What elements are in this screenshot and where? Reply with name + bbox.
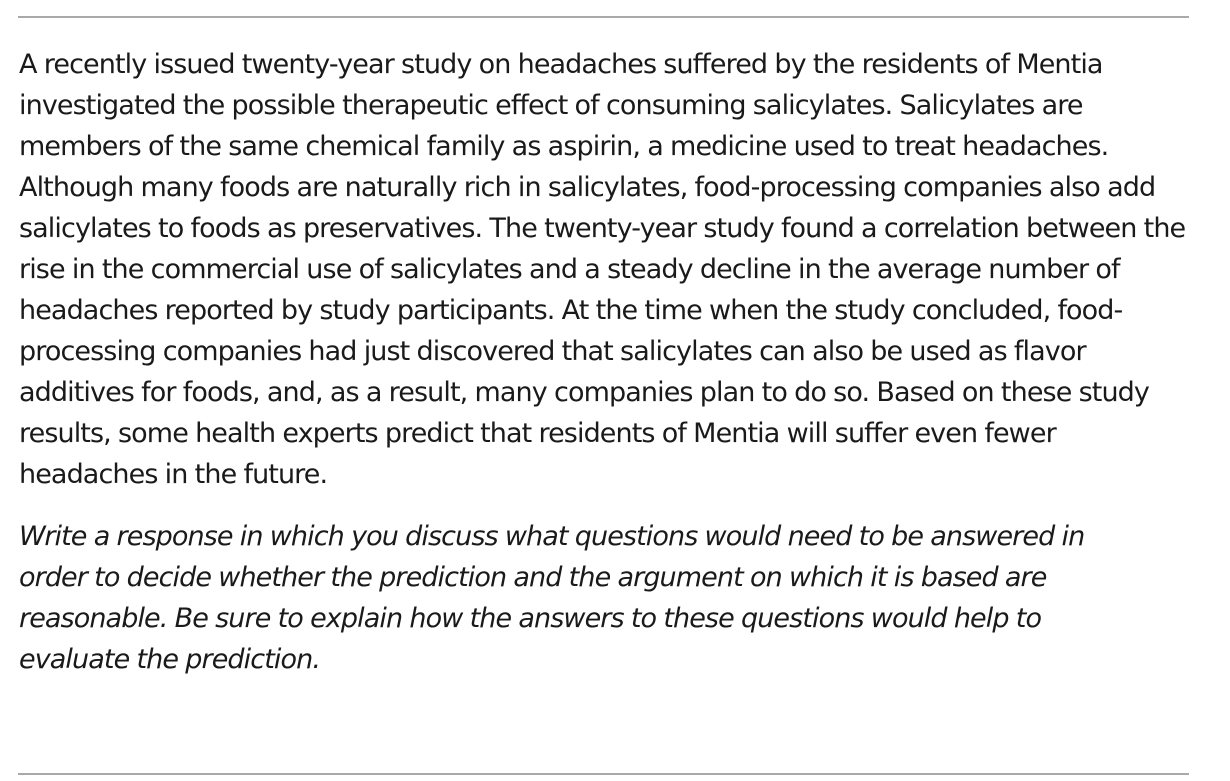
writing-prompt: Write a response in which you discuss what questions would need to be answered in order to decide whether the prediction and the argument on which it is based are reasonable. Be sure to explain how the answers to these questions would help to evaluate the prediction. [19,521,1085,675]
bottom-divider [18,773,1189,775]
top-divider [18,16,1189,18]
essay-task [19,44,1191,680]
argument-passage: A recently issued twenty-year study on headaches suffered by the residents of Mentia investigated the possible therapeutic effect of consuming salicylates. Salicylates are members of the same chemical family as aspirin, a medicine used to treat headaches. Although many foods are naturally rich in salicylates, food-processing companies also add salicylates to foods as preservatives. The twenty-year study found a correlation between the rise in the commercial use of salicylates and a steady decline in the average number of headaches reported by study participants. At the time when the study concluded, food-processing companies had just discovered that salicylates can also be used as flavor additives for foods, and, as a result, many companies plan to do so. Based on these study results, some health experts predict that residents of Mentia will suffer even fewer headaches in the future. [19,49,1186,490]
